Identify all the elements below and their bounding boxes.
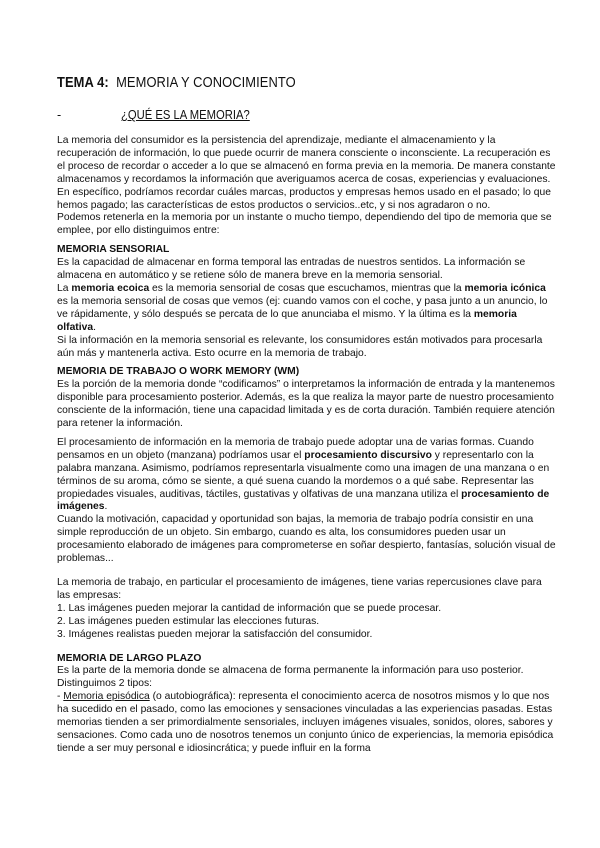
list-item: 1. Las imágenes pueden mejorar la cantidad de información que se puede procesar.	[57, 602, 442, 614]
section-subtitle	[57, 108, 557, 122]
term-procesamiento-imagenes: procesamiento de imágenes	[57, 488, 550, 513]
term-memoria-olfativa: memoria olfativa	[57, 308, 517, 333]
heading-memoria-largo-plazo: MEMORIA DE LARGO PLAZO	[57, 652, 202, 664]
subtitle-text: ¿QUÉ ES LA MEMORIA?	[121, 108, 250, 122]
term-procesamiento-discursivo: procesamiento discursivo	[304, 449, 432, 461]
intro-paragraph-2: Podemos retenerla en la memoria por un instante o mucho tiempo, dependiendo del tipo de memoria que se emplee, por ello distinguimos entre:	[57, 212, 552, 237]
document-page	[57, 74, 557, 756]
title-prefix: TEMA 4:	[57, 74, 109, 91]
trabajo-paragraph-1: Es la porción de la memoria donde “codificamos” o interpretamos la información de entrada y la mantenemos disponible para procesamiento posterior. Además, es la que realiza la mayor parte de nuestro procesamiento consciente de la información, tiene una capacidad limitada y es de corta duración. También requiere atención para retener la información.	[57, 379, 555, 430]
heading-memoria-trabajo: MEMORIA DE TRABAJO O WORK MEMORY (WM)	[57, 366, 300, 378]
heading-memoria-sensorial: MEMORIA SENSORIAL	[57, 244, 170, 256]
term-memoria-episodica: Memoria episódica	[63, 691, 150, 703]
largo-paragraph-2: - Memoria episódica (o autobiográfica): representa el conocimiento acerca de nosotros mismos y lo que nos ha sucedido en el pasado, como las emociones y sensaciones vinculadas a las experiencias pasadas. Estas memorias tienden a ser primordialmente sensoriales, incluyen imágenes visuales, sonidos, olores, sabores y sensaciones. Como cada uno de nosotros tenemos un conjunto único de experiencias, la memoria episódica tiende a ser muy personal e idiosincrática; y puede influir en la forma	[57, 691, 554, 754]
list-item: 3. Imágenes realistas pueden mejorar la satisfacción del consumidor.	[57, 628, 373, 640]
sensorial-paragraph-1: Es la capacidad de almacenar en forma temporal las entradas de nuestros sentidos. La información se almacena en automático y se retiene sólo de manera breve en la memoria sensorial.	[57, 257, 526, 282]
trabajo-paragraph-4: La memoria de trabajo, en particular el procesamiento de imágenes, tiene varias repercusiones clave para las empresas:	[57, 577, 542, 601]
title-text: MEMORIA Y CONOCIMIENTO	[116, 74, 296, 91]
trabajo-paragraph-2: El procesamiento de información en la memoria de trabajo puede adoptar una de varias formas. Cuando pensamos en un objeto (manzana) podríamos usar el procesamiento discursivo y representarlo con la palabra manzana. Asimismo, podríamos representarla visualmente como una imagen de una manzana o en términos de su aroma, cómo se siente, a qué suena cuando la mordemos o a qué sabe. Representar las propiedades visuales, auditivas, táctiles, gustativas y olfativas de una manzana utiliza el procesamiento de imágenes.	[57, 436, 550, 513]
list-item: 2. Las imágenes pueden estimular las elecciones futuras.	[57, 615, 320, 627]
page-title	[57, 74, 487, 91]
largo-paragraph-1: Es la parte de la memoria donde se almacena de forma permanente la información para uso posterior. Distinguimos 2 tipos:	[57, 665, 524, 690]
term-memoria-ecoica: memoria ecoica	[71, 282, 150, 294]
subtitle-dash: -	[57, 108, 62, 122]
intro-paragraph-1: La memoria del consumidor es la persistencia del aprendizaje, mediante el almacenamiento y la recuperación de información, lo que puede ocurrir de manera consciente o inconsciente. La recuperación es el proceso de recordar o acceder a lo que se almacenó en forma previa en la memoria. De manera constante almacenamos y recordamos la información que averiguamos acerca de cosas, experiencias y evaluaciones. En específico, podríamos recordar cuáles marcas, productos y empresas hemos usado en el pasado; lo que hemos pagado; las características de estos productos o servicios..etc, y si nos agradaron o no.	[57, 135, 556, 211]
term-memoria-iconica: memoria icónica	[464, 282, 546, 294]
sensorial-paragraph-2: La memoria ecoica es la memoria sensorial de cosas que escuchamos, mientras que la memoria icónica es la memoria sensorial de cosas que vemos (ej: cuando vamos con el coche, y pasa junto a un anuncio, lo ve rápidamente, y sólo después se percata de lo que anunciaba el mismo. Y la última es la memoria olfativa.	[57, 282, 548, 333]
sensorial-paragraph-3: Si la información en la memoria sensorial es relevante, los consumidores están motivados para procesarla aún más y mantenerla activa. Esto ocurre en la memoria de trabajo.	[57, 334, 543, 359]
trabajo-paragraph-3: Cuando la motivación, capacidad y oportunidad son bajas, la memoria de trabajo podría consistir en una simple reproducción de un objeto. Sin embargo, cuando es alta, los consumidores pueden usar un procesamiento elaborado de imágenes para comprometerse en soñar despierto, fantasías, solución visual de problemas...	[57, 514, 556, 565]
